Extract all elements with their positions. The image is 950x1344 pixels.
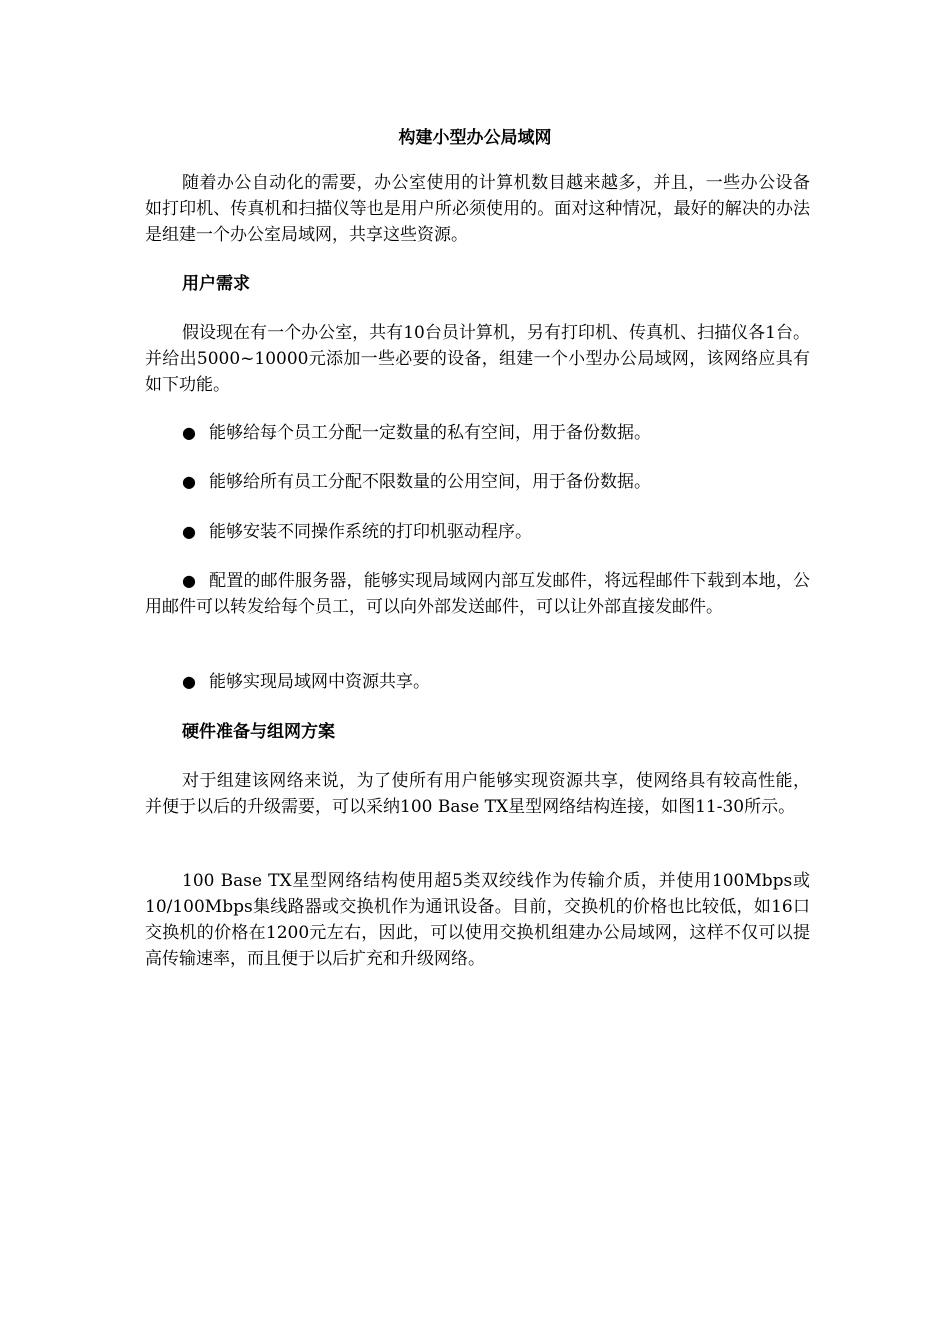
- bullet-dot-icon: ●: [182, 571, 196, 590]
- bullet-item: [145, 669, 810, 695]
- requirements-paragraph: 假设现在有一个办公室，共有10台员计算机，另有打印机、传真机、扫描仪各1台。并给出5000~10000元添加一些必要的设备，组建一个小型办公局域网，该网络应具有如下功能。: [145, 323, 810, 395]
- bullet-text: 能够给所有员工分配不限数量的公用空间，用于备份数据。: [209, 472, 651, 492]
- bullet-dot-icon: ●: [182, 522, 196, 541]
- bullet-text: 能够给每个员工分配一定数量的私有空间，用于备份数据。: [209, 423, 651, 443]
- bullet-item: [145, 568, 810, 620]
- bullet-dot-icon: ●: [182, 672, 196, 691]
- intro-paragraph: 随着办公自动化的需要，办公室使用的计算机数目越来越多，并且，一些办公设备如打印机、传真机和扫描仪等也是用户所必须使用的。面对这种情况，最好的解决的办法是组建一个办公室局域网，共享这些资源。: [145, 173, 810, 245]
- topology-paragraph: 100 Base TX星型网络结构使用超5类双绞线作为传输介质，并使用100Mbps或10/100Mbps集线路器或交换机作为通讯设备。目前，交换机的价格也比较低，如16口交换机的价格在1200元左右，因此，可以使用交换机组建办公局域网，这样不仅可以提高传输速率，而且便于以后扩充和升级网络。: [145, 871, 810, 969]
- bullet-text: 能够安装不同操作系统的打印机驱动程序。: [209, 522, 532, 542]
- bullet-dot-icon: ●: [182, 423, 196, 442]
- document-title: 构建小型办公局域网: [398, 128, 552, 148]
- bullet-text: 能够实现局域网中资源共享。: [209, 672, 430, 692]
- section-heading-user-requirements: 用户需求: [182, 274, 250, 294]
- bullet-item: [145, 519, 810, 545]
- section-heading-hardware: 硬件准备与组网方案: [182, 722, 335, 742]
- bullet-text: 配置的邮件服务器，能够实现局域网内部互发邮件，将远程邮件下载到本地，公用邮件可以转发给每个员工，可以向外部发送邮件，可以让外部直接发邮件。: [145, 571, 810, 617]
- bullet-dot-icon: ●: [182, 472, 196, 491]
- bullet-item: [145, 420, 810, 446]
- bullet-item: [145, 469, 810, 495]
- hardware-paragraph: 对于组建该网络来说，为了使所有用户能够实现资源共享，使网络具有较高性能，并便于以后的升级需要，可以采纳100 Base TX星型网络结构连接，如图11-30所示。: [145, 771, 810, 817]
